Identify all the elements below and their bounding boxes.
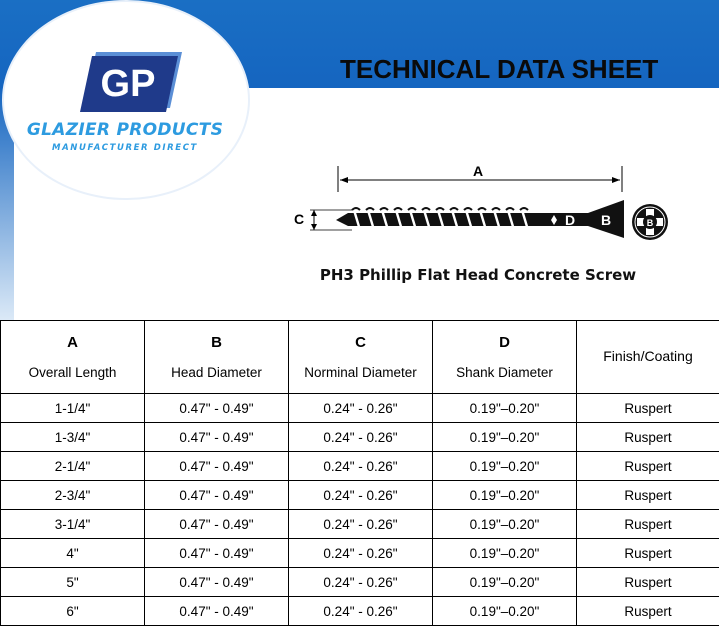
table-cell: 5"	[1, 568, 145, 597]
table-cell: 1-3/4"	[1, 423, 145, 452]
column-label: Finish/Coating	[603, 348, 693, 364]
column-letter: B	[145, 334, 288, 351]
column-header-c	[289, 321, 433, 394]
dimension-d-label: D	[565, 212, 575, 228]
table-cell: Ruspert	[577, 568, 719, 597]
table-cell: 0.19"–0.20"	[433, 539, 577, 568]
table-cell: 0.24" - 0.26"	[289, 568, 433, 597]
table-cell: 0.24" - 0.26"	[289, 452, 433, 481]
dimension-a-label: A	[473, 163, 483, 179]
table-cell: 0.24" - 0.26"	[289, 597, 433, 626]
logo-text: GP	[101, 63, 156, 105]
table-cell: 4"	[1, 539, 145, 568]
dimension-b-label: B	[601, 212, 611, 228]
table-cell: Ruspert	[577, 481, 719, 510]
phillips-head-icon	[632, 204, 668, 240]
table-cell: 0.19"–0.20"	[433, 510, 577, 539]
table-cell: Ruspert	[577, 394, 719, 423]
table-cell: 0.19"–0.20"	[433, 452, 577, 481]
table-row	[1, 597, 719, 626]
table-row	[1, 568, 719, 597]
table-cell: 0.19"–0.20"	[433, 597, 577, 626]
brand-logo-badge	[4, 2, 248, 198]
table-cell: 0.47" - 0.49"	[145, 481, 289, 510]
table-cell: Ruspert	[577, 539, 719, 568]
head-b-label: B	[647, 218, 654, 228]
table-cell: 3-1/4"	[1, 510, 145, 539]
table-cell: 0.24" - 0.26"	[289, 394, 433, 423]
column-header-b	[145, 321, 289, 394]
column-header-a	[1, 321, 145, 394]
product-name: PH3 Phillip Flat Head Concrete Screw	[250, 266, 706, 284]
column-label: Shank Diameter	[433, 365, 576, 380]
table-cell: 1-1/4"	[1, 394, 145, 423]
table-cell: 0.47" - 0.49"	[145, 539, 289, 568]
table-cell: Ruspert	[577, 510, 719, 539]
table-cell: 0.24" - 0.26"	[289, 423, 433, 452]
table-row	[1, 423, 719, 452]
table-cell: Ruspert	[577, 423, 719, 452]
table-cell: 6"	[1, 597, 145, 626]
table-cell: 2-3/4"	[1, 481, 145, 510]
column-label: Head Diameter	[145, 365, 288, 380]
table-row	[1, 539, 719, 568]
table-cell: 0.19"–0.20"	[433, 394, 577, 423]
brand-tagline: MANUFACTURER DIRECT	[20, 143, 230, 153]
table-cell: 0.47" - 0.49"	[145, 597, 289, 626]
table-cell: 0.19"–0.20"	[433, 568, 577, 597]
specifications-table	[0, 320, 719, 626]
dimension-c-label: C	[294, 211, 304, 227]
table-cell: Ruspert	[577, 597, 719, 626]
table-cell: 0.47" - 0.49"	[145, 568, 289, 597]
table-cell: 0.47" - 0.49"	[145, 510, 289, 539]
table-cell: 0.19"–0.20"	[433, 423, 577, 452]
table-row	[1, 394, 719, 423]
screw-diagram	[288, 158, 688, 258]
table-cell: 2-1/4"	[1, 452, 145, 481]
column-label: Overall Length	[1, 365, 144, 380]
column-label: Norminal Diameter	[289, 365, 432, 380]
table-cell: 0.24" - 0.26"	[289, 539, 433, 568]
table-header-row	[1, 321, 719, 394]
table-body	[1, 394, 719, 626]
table-cell: 0.19"–0.20"	[433, 481, 577, 510]
table-row	[1, 452, 719, 481]
page-title: TECHNICAL DATA SHEET	[340, 54, 719, 85]
brand-name: GLAZIER PRODUCTS	[20, 120, 230, 140]
table-cell: 0.24" - 0.26"	[289, 510, 433, 539]
table-cell: 0.47" - 0.49"	[145, 452, 289, 481]
table-cell: 0.47" - 0.49"	[145, 423, 289, 452]
column-letter: A	[1, 334, 144, 351]
table-row	[1, 481, 719, 510]
gp-logo-icon	[78, 48, 186, 118]
column-header-finish	[577, 321, 719, 394]
column-letter: C	[289, 334, 432, 351]
table-cell: 0.47" - 0.49"	[145, 394, 289, 423]
table-cell: Ruspert	[577, 452, 719, 481]
table-row	[1, 510, 719, 539]
column-header-d	[433, 321, 577, 394]
table-cell: 0.24" - 0.26"	[289, 481, 433, 510]
column-letter: D	[433, 334, 576, 351]
